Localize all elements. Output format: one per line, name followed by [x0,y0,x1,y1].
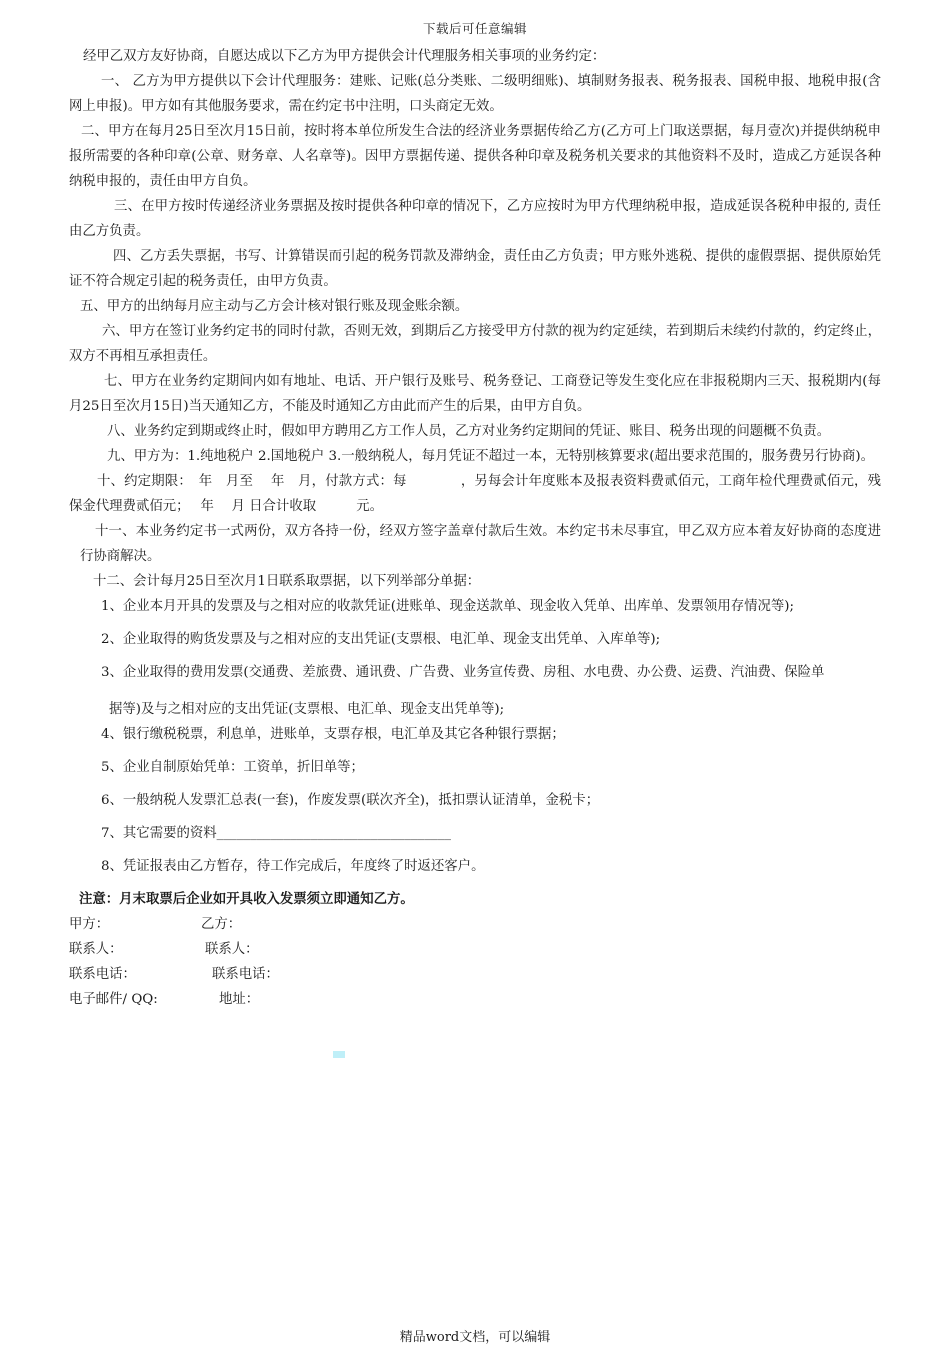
list-item: 7、其它需要的资料___________________________________ [101,826,451,841]
phone-a-label: 联系电话： [69,967,136,982]
party-b-label: 乙方： [201,917,242,932]
clause-1: 一、 乙方为甲方提供以下会计代理服务：建账、记账(总分类账、二级明细账)、填制财务报表、税务报表、国税申报、地税申报(含网上申报)。甲方如有其他服务要求，需在约定书中注明，口头商定无效。 [69,74,881,114]
intro-paragraph: 经甲乙双方友好协商，自愿达成以下乙方为甲方提供会计代理服务相关事项的业务约定： [83,49,606,64]
highlight-mark [333,1051,345,1058]
notice-text: 注意：月末取票后企业如开具收入发票须立即通知乙方。 [79,891,414,907]
email-a-label: 电子邮件/ QQ: [69,992,158,1007]
list-item: 8、凭证报表由乙方暂存，待工作完成后，年度终了时返还客户。 [101,859,485,874]
address-b-label: 地址： [219,992,260,1007]
list-item-continuation: 据等)及与之相对应的支出凭证(支票根、电汇单、现金支出凭单等); [109,702,505,717]
clause-3: 三、在甲方按时传递经济业务票据及按时提供各种印章的情况下，乙方应按时为甲方代理纳税申报，造成延误各税种申报的, 责任由乙方负责。 [69,199,881,239]
clause-8: 八、业务约定到期或终止时，假如甲方聘用乙方工作人员，乙方对业务约定期间的凭证、账目、税务出现的问题概不负责。 [107,424,831,439]
page-header: 下载后可任意编辑 [422,21,527,36]
list-item: 2、企业取得的购货发票及与之相对应的支出凭证(支票根、电汇单、现金支出凭单、入库单等); [101,632,661,647]
phone-b-label: 联系电话： [212,967,279,982]
signature-row-contact [69,937,881,962]
contact-b-label: 联系人： [205,942,259,957]
contact-a-label: 联系人： [69,942,123,957]
list-item: 3、企业取得的费用发票(交通费、差旅费、通讯费、广告费、业务宣传费、房租、水电费、办公费、运费、汽油费、保险单 [101,665,825,680]
signature-row-address [69,987,881,1012]
clause-2: 二、甲方在每月25日至次月15日前，按时将本单位所发生合法的经济业务票据传给乙方(乙方可上门取送票据，每月壹次)并提供纳税申报所需要的各种印章(公章、财务章、人名章等)。因甲方票据传递、提供各种印章及税务机关要求的其他资料不及时，造成乙方延误各种纳税申报的，责任由甲方自负。 [69,124,881,189]
page-footer: 精品word文档，可以编辑 [399,1330,551,1345]
document-body [69,44,881,1012]
clause-6: 六、甲方在签订业务约定书的同时付款，否则无效，到期后乙方接受甲方付款的视为约定延续，若到期后未续约付款的，约定终止，双方不再相互承担责任。 [69,324,881,364]
list-item: 1、企业本月开具的发票及与之相对应的收款凭证(进账单、现金送款单、现金收入凭单、出库单、发票领用存情况等); [101,599,795,614]
clause-9: 九、甲方为：1.纯地税户 2.国地税户 3.一般纳税人，每月凭证不超过一本，无特别核算要求(超出要求范围的，服务费另行协商)。 [107,449,874,464]
signature-row-phone [69,962,881,987]
list-item: 6、一般纳税人发票汇总表(一套)，作废发票(联次齐全)，抵扣票认证清单，金税卡； [101,793,600,808]
clause-10: 十、约定期限： 年 月至 年 月，付款方式：每 ，另每会计年度账本及报表资料费贰佰元，工商年检代理费贰佰元，残保金代理费贰佰元； 年 月 日合计收取 元。 [69,474,881,514]
list-item: 4、银行缴税税票，利息单，进账单，支票存根，电汇单及其它各种银行票据； [101,727,565,742]
signature-row-party [69,912,881,937]
clause-4: 四、乙方丢失票据，书写、计算错误而引起的税务罚款及滞纳金，责任由乙方负责；甲方账外逃税、提供的虚假票据、提供原始凭证不符合规定引起的税务责任，由甲方负责。 [69,249,881,289]
clause-11: 十一、本业务约定书一式两份，双方各持一份，经双方签字盖章付款后生效。本约定书未尽事宜，甲乙双方应本着友好协商的态度进行协商解决。 [80,524,881,564]
list-item: 5、企业自制原始凭单：工资单，折旧单等； [101,760,364,775]
clause-5: 五、甲方的出纳每月应主动与乙方会计核对银行账及现金账余额。 [80,299,469,314]
party-a-label: 甲方： [69,917,110,932]
clause-12: 十二、会计每月25日至次月1日联系取票据，以下列举部分单据： [93,574,481,589]
clause-7: 七、甲方在业务约定期间内如有地址、电话、开户银行及账号、税务登记、工商登记等发生变化应在非报税期内三天、报税期内(每月25日至次月15日)当天通知乙方，不能及时通知乙方由此而产生的后果，由甲方自负。 [69,374,881,414]
